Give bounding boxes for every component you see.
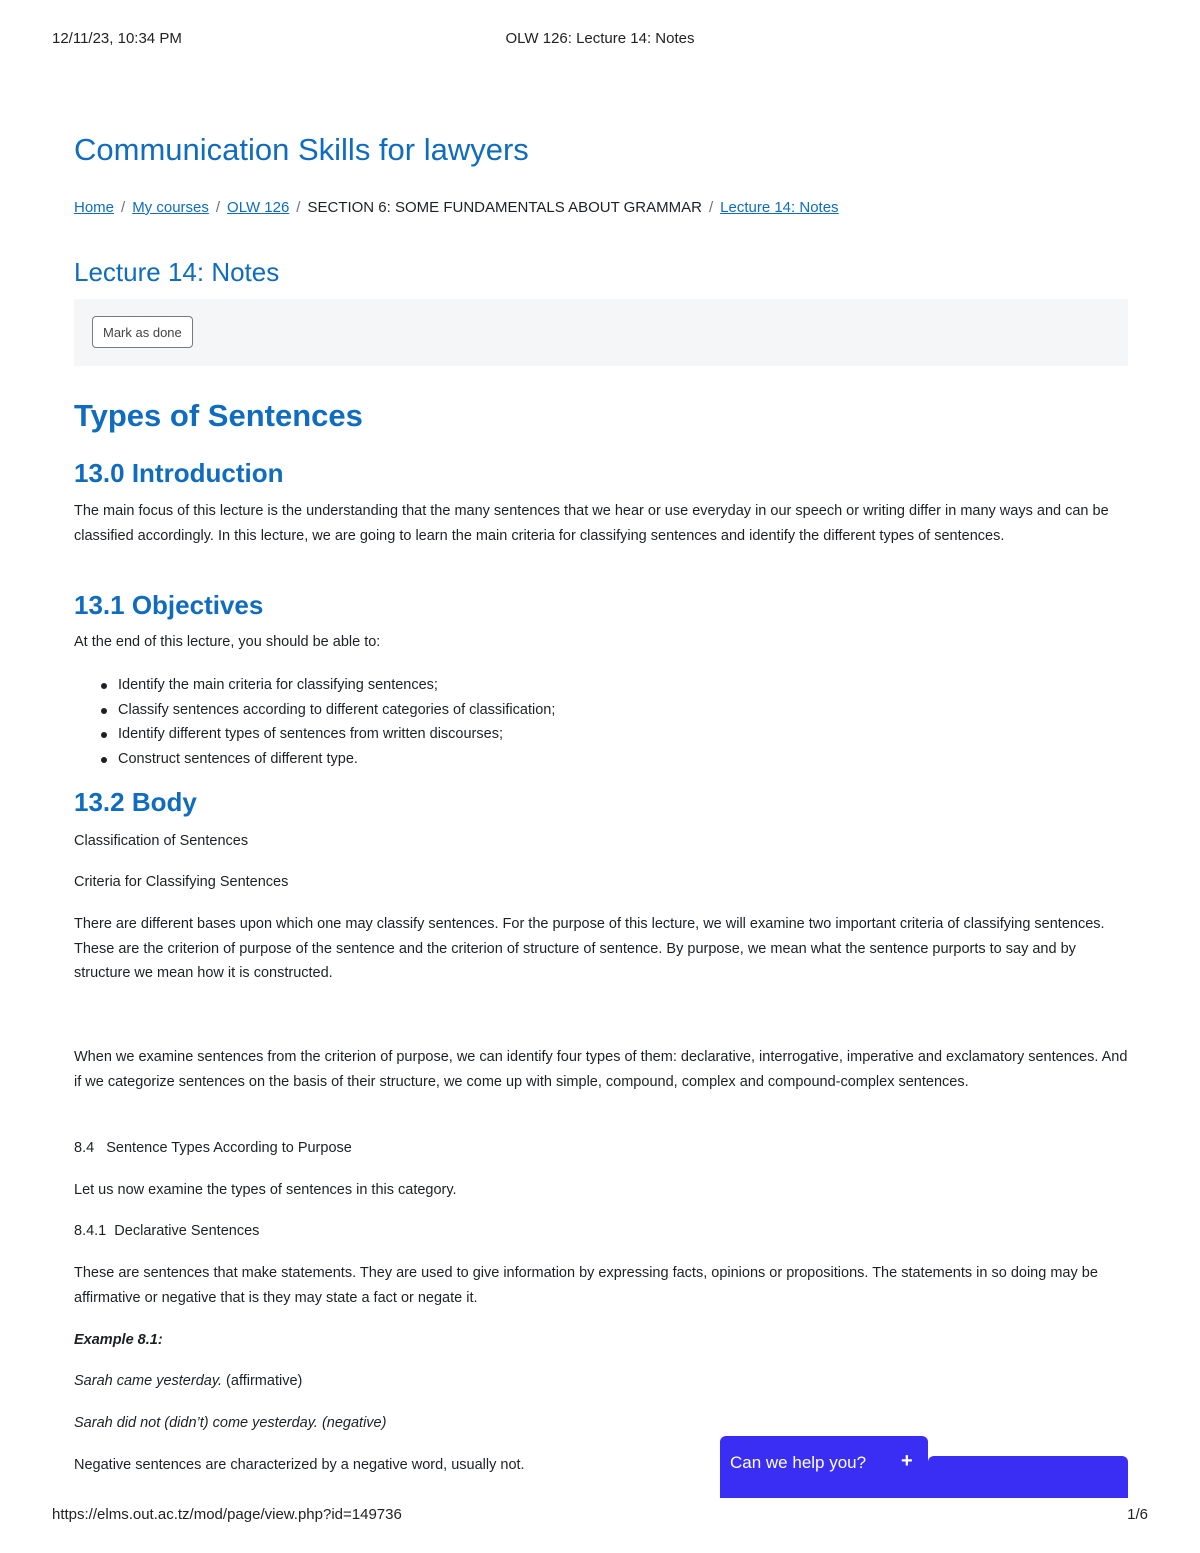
body-paragraph-4: These are sentences that make statements. They are used to give information by expressing facts, opinions or propositions. The statements in so doing may be affirmative or negative that is they may state a fact or negate it. [74,1265,1098,1306]
help-chat-widget[interactable] [720,1436,1128,1498]
breadcrumb-course[interactable]: OLW 126 [227,199,290,216]
objectives-list [74,673,555,771]
example-sentence: Sarah came yesterday. [74,1373,223,1389]
list-item: Construct sentences of different type. [118,747,555,772]
breadcrumb-separator: / [708,199,714,216]
list-item: Classify sentences according to different categories of classification; [118,698,555,723]
help-widget-bar [720,1478,1128,1498]
body-heading: 13.2 Body [74,787,197,817]
section-8-4-1-heading: 8.4.1 Declarative Sentences [74,1223,260,1239]
section-8-4-heading: 8.4 Sentence Types According to Purpose [74,1140,352,1156]
example-affirmative [74,1369,1128,1394]
breadcrumb-current-page[interactable]: Lecture 14: Notes [720,199,839,216]
example-negative: Sarah did not (didn’t) come yesterday. (negative) [74,1415,387,1431]
print-doc-title: OLW 126: Lecture 14: Notes [505,30,695,47]
objectives-lead: At the end of this lecture, you should be able to: [74,634,381,650]
introduction-text: The main focus of this lecture is the understanding that the many sentences that we hear or use everyday in our speech or writing differ in many ways and can be classified accordingly. In this lecture, we are going to learn the main criteria for classifying sentences and identify the different types of sentences. [74,503,1109,544]
breadcrumb-separator: / [296,199,301,216]
criteria-subheading: Criteria for Classifying Sentences [74,874,289,890]
help-widget-label: Can we help you? [730,1453,867,1472]
list-item: Identify different types of sentences from written discourses; [118,722,555,747]
body-paragraph-1: There are different bases upon which one may classify sentences. For the purpose of this lecture, we will examine two important criteria of classifying sentences. These are the criterion of purpose of the sentence and the criterion of structure of sentence. By purpose, we mean what the sentence purports to say and by structure we mean how it is constructed. [74,916,1105,981]
breadcrumb-home[interactable]: Home [74,199,115,216]
body-paragraph-3: Let us now examine the types of sentences in this category. [74,1182,457,1198]
print-header [0,30,1200,50]
article-heading: Types of Sentences [74,398,363,433]
mark-as-done-button[interactable]: Mark as done [92,316,193,348]
print-page-number: 1/6 [1127,1506,1148,1523]
example-annotation: (affirmative) [222,1373,303,1389]
print-datetime: 12/11/23, 10:34 PM [52,30,182,47]
list-item: Identify the main criteria for classifying sentences; [118,673,555,698]
example-label: Example 8.1: [74,1332,163,1348]
plus-icon[interactable]: + [901,1450,913,1472]
breadcrumb-separator: / [121,199,126,216]
body-paragraph-5: Negative sentences are characterized by a negative word, usually not. [74,1457,525,1473]
activity-completion-panel [74,299,1128,366]
classification-subheading: Classification of Sentences [74,833,249,849]
introduction-heading: 13.0 Introduction [74,458,284,488]
objectives-heading: 13.1 Objectives [74,590,264,620]
breadcrumb [74,199,839,216]
print-url: https://elms.out.ac.tz/mod/page/view.php?id=149736 [52,1506,402,1523]
breadcrumb-section: SECTION 6: SOME FUNDAMENTALS ABOUT GRAMMAR [307,199,702,216]
breadcrumb-separator: / [215,199,221,216]
breadcrumb-my-courses[interactable]: My courses [132,199,209,216]
course-title: Communication Skills for lawyers [74,132,529,167]
page-title: Lecture 14: Notes [74,257,280,287]
help-widget-bar-notch [928,1456,1128,1478]
help-widget-tab[interactable] [720,1436,928,1478]
body-paragraph-2: When we examine sentences from the criterion of purpose, we can identify four types of them: declarative, interrogative, imperative and exclamatory sentences. And if we categorize sentences on the basis of their structure, we come up with simple, compound, complex and compound-complex sentences. [74,1049,1128,1090]
